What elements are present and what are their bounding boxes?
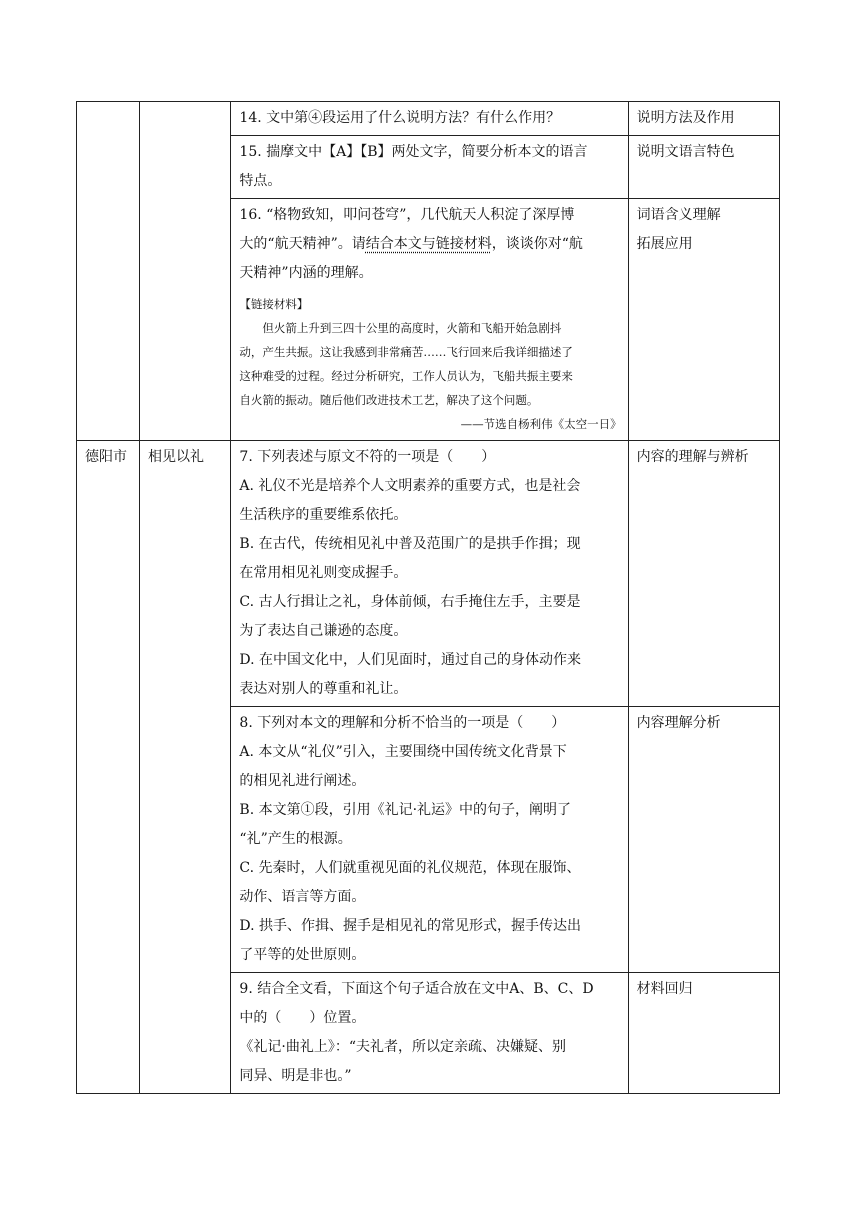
emphasis-dotted-text: 结合本文与链接材料: [365, 236, 492, 252]
question-line: 16. “格物致知，叩问苍穹”，几代航天人积淀了深厚博: [239, 207, 575, 223]
link-material-line: 这种难受的过程。经过分析研究，工作人员认为，飞船共振主要来: [239, 369, 573, 383]
question-line: A. 本文从“礼仪”引入，主要围绕中国传统文化背景下: [239, 744, 567, 760]
question-line: 动作、语言等方面。: [239, 889, 366, 905]
question-line: 9. 结合全文看，下面这个句子适合放在文中A、B、C、D: [239, 981, 594, 997]
question-cell-16: [231, 199, 628, 441]
text-title-label: 相见以礼: [147, 449, 204, 465]
link-material-line: 动，产生共振。这让我感到非常痛苦……飞行回来后我详细描述了: [239, 345, 573, 359]
question-line: A. 礼仪不光是培养个人文明素养的重要方式，也是社会: [239, 478, 581, 494]
point-label: 说明方法及作用: [636, 110, 735, 126]
text-cell-blank: [139, 102, 230, 441]
question-line: 生活秩序的重要维系依托。: [239, 507, 408, 523]
point-label: 说明文语言特色: [636, 144, 735, 160]
table-row-q7: [77, 441, 780, 707]
question-line: D. 在中国文化中，人们见面时，通过自己的身体动作来: [239, 652, 582, 668]
point-label: 材料回归: [636, 981, 693, 997]
question-text: 大的“航天精神”。请: [239, 236, 366, 252]
question-line: 14. 文中第④段运用了什么说明方法？有什么作用？: [239, 110, 561, 126]
point-label: 内容的理解与辨析: [636, 449, 749, 465]
city-cell-blank: [77, 102, 140, 441]
question-line: 为了表达自己谦逊的态度。: [239, 623, 408, 639]
question-cell-8: [231, 707, 628, 973]
question-cell-14: [231, 102, 628, 136]
question-line: 15. 揣摩文中【A】【B】两处文字，简要分析本文的语言: [239, 144, 588, 160]
question-line: 特点。: [239, 173, 282, 189]
point-cell-7: [628, 441, 779, 707]
point-cell-9: [628, 973, 779, 1094]
table-row-q14: [77, 102, 780, 136]
analysis-table: [76, 101, 780, 1094]
point-label: 词语含义理解: [636, 207, 721, 223]
question-line: 7. 下列表述与原文不符的一项是（ ）: [239, 449, 496, 465]
question-text: ，谈谈你对“航: [491, 236, 583, 252]
question-cell-9: [231, 973, 628, 1094]
question-line: C. 古人行揖让之礼，身体前倾，右手掩住左手，主要是: [239, 594, 581, 610]
question-line: C. 先秦时，人们就重视见面的礼仪规范，体现在服饰、: [239, 860, 581, 876]
point-cell-8: [628, 707, 779, 973]
question-line: 的相见礼进行阐述。: [239, 773, 366, 789]
question-line: 了平等的处世原则。: [239, 947, 366, 963]
question-cell-15: [231, 136, 628, 199]
city-label: 德阳市: [85, 449, 127, 465]
point-cell-16: [628, 199, 779, 441]
question-line: 8. 下列对本文的理解和分析不恰当的一项是（ ）: [239, 715, 566, 731]
question-line: 同异、明是非也。”: [239, 1068, 352, 1084]
link-material-line: 自火箭的振动。随后他们改进技术工艺，解决了这个问题。: [239, 393, 539, 407]
link-material: [239, 292, 621, 438]
question-line: 表达对别人的尊重和礼让。: [239, 681, 408, 697]
point-cell-15: [628, 136, 779, 199]
question-line: B. 本文第①段，引用《礼记·礼运》中的句子，阐明了: [239, 802, 572, 818]
city-cell: [77, 441, 140, 1094]
question-line: 天精神”内涵的理解。: [239, 265, 373, 281]
question-line: 在常用相见礼则变成握手。: [239, 565, 408, 581]
point-cell-14: [628, 102, 779, 136]
point-label: 拓展应用: [636, 236, 693, 252]
text-title-cell: [139, 441, 230, 1094]
link-material-source: ——节选自杨利伟《太空一日》: [460, 417, 622, 431]
link-material-title: 【链接材料】: [239, 297, 309, 311]
question-line: B. 在古代，传统相见礼中普及范围广的是拱手作揖；现: [239, 536, 581, 552]
question-cell-7: [231, 441, 628, 707]
question-line: 《礼记·曲礼上》：“夫礼者，所以定亲疏、决嫌疑、别: [239, 1039, 567, 1055]
link-material-line: 但火箭上升到三四十公里的高度时，火箭和飞船开始急剧抖: [262, 321, 562, 335]
question-line: 中的（ ）位置。: [239, 1010, 366, 1026]
question-line: D. 拱手、作揖、握手是相见礼的常见形式，握手传达出: [239, 918, 582, 934]
question-line: [239, 230, 621, 259]
point-label: 内容理解分析: [636, 715, 721, 731]
question-line: “礼”产生的根源。: [239, 831, 352, 847]
